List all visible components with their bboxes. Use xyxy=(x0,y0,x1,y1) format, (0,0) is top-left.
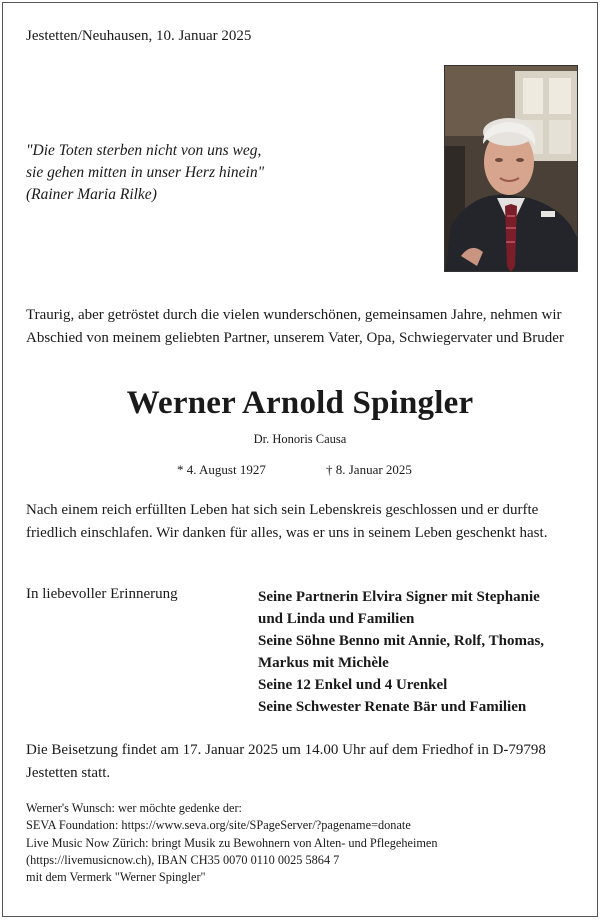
survivor-line: Seine Partnerin Elvira Signer mit Stephanie xyxy=(258,589,540,605)
survivor-line: und Linda und Familien xyxy=(258,611,415,627)
wish-line: Werner's Wunsch: wer möchte gedenke der: xyxy=(26,801,242,815)
rilke-quote xyxy=(26,140,264,206)
quote-line-2: sie gehen mitten in unser Herz hinein" xyxy=(26,164,265,181)
obituary-notice xyxy=(2,2,598,917)
death-date: † 8. Januar 2025 xyxy=(326,462,412,477)
survivors-list xyxy=(258,586,588,718)
wish-line-livemusic: Live Music Now Zürich: bringt Musik zu Bewohnern von Alten- und Pflegeheimen xyxy=(26,835,438,850)
wish-line-seva: SEVA Foundation: https://www.seva.org/site/SPageServer/?pagename=donate xyxy=(26,818,411,833)
burial-info: Die Beisetzung findet am 17. Januar 2025 um 14.00 Uhr auf dem Friedhof in D-79798 Jestetten statt. xyxy=(26,742,546,781)
life-paragraph: Nach einem reich erfüllten Leben hat sich sein Lebenskreis geschlossen und er durfte friedlich einschlafen. Wir danken für alles, was er uns in seinem Leben geschenkt hast. xyxy=(26,502,548,541)
intro-text: Traurig, aber getröstet durch die vielen wunderschönen, gemeinsamen Jahre, nehmen wir Abschied von meinem geliebten Partner, unserem Vater, Opa, Schwiegervater und Bruder xyxy=(26,307,564,346)
quote-author: (Rainer Maria Rilke) xyxy=(26,186,157,203)
wish-line-iban: (https://livemusicnow.ch), IBAN CH35 0070 0110 0025 5864 7 xyxy=(26,852,340,867)
survivor-line: Seine 12 Enkel und 4 Urenkel xyxy=(258,677,448,693)
survivor-line: Markus mit Michèle xyxy=(258,655,389,671)
wish-line: mit dem Vermerk "Werner Spingler" xyxy=(26,870,206,885)
donation-wish xyxy=(26,800,586,886)
deceased-name: Werner Arnold Spingler xyxy=(126,385,474,421)
honorary-title: Dr. Honoris Causa xyxy=(253,432,347,446)
portrait-image xyxy=(445,66,578,272)
survivor-line: Seine Schwester Renate Bär und Familien xyxy=(258,699,527,715)
place-date: Jestetten/Neuhausen, 10. Januar 2025 xyxy=(26,28,252,44)
portrait-photo xyxy=(444,65,578,272)
survivor-line: Seine Söhne Benno mit Annie, Rolf, Thomas, xyxy=(258,633,545,649)
birth-date: * 4. August 1927 xyxy=(177,462,266,477)
memory-label: In liebevoller Erinnerung xyxy=(26,586,178,602)
quote-line-1: "Die Toten sterben nicht von uns weg, xyxy=(26,142,262,159)
